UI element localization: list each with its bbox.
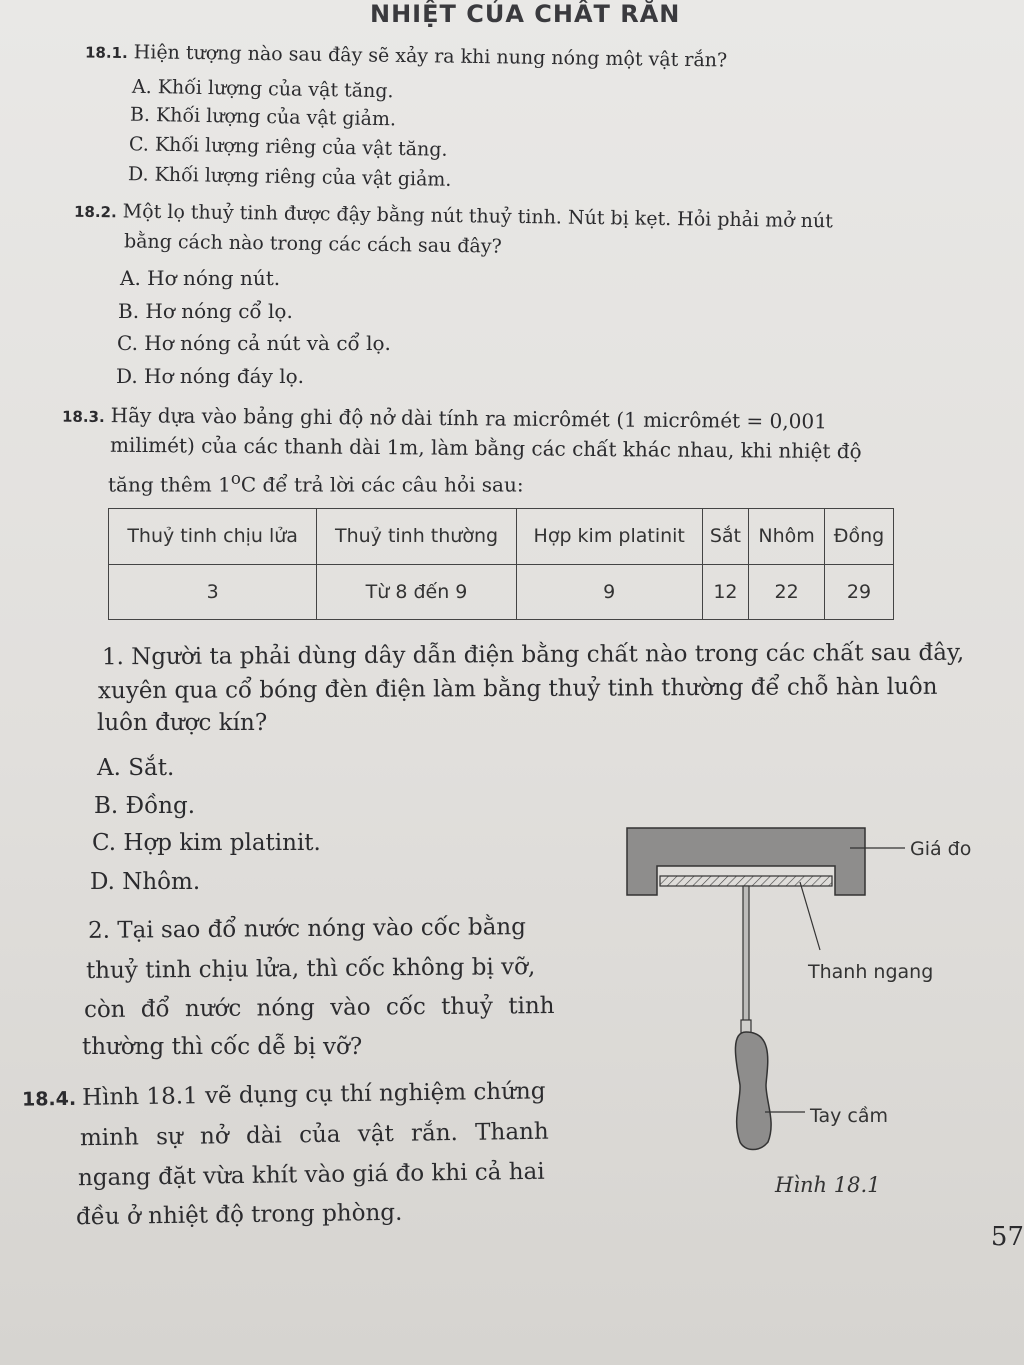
option-b: B. Khối lượng của vật giảm. [129,103,397,131]
option-d: D. Nhôm. [90,869,201,895]
question-line-1: Hãy dựa vào bảng ghi độ nở dài tính ra micrômét (1 micrômét = 0,001 [110,403,827,434]
chapter-header: NHIỆT CỦA CHẤT RẮN [370,0,681,28]
option-d: D. Khối lượng riêng của vật giảm. [127,163,452,191]
option-d: D. Hơ nóng đáy lọ. [116,364,305,388]
question-text: Hiện tượng nào sau đây sẽ xảy ra khi nung nóng một vật rắn? [133,41,728,72]
table-header-cell: Đồng [825,509,894,565]
question-number: 18.3. [61,407,105,427]
table-cell: 12 [702,564,749,620]
subquestion-2-line-2: thuỷ tinh chịu lửa, thì cốc không bị vỡ, [85,954,536,984]
question-line-1: Hình 18.1 vẽ dụng cụ thí nghiệm chứng [81,1078,546,1111]
option-b: B. Hơ nóng cổ lọ. [118,299,293,323]
text-part: tăng thêm 1 [108,472,231,497]
table-cell: 9 [516,564,702,620]
subquestion-2-line-3: còn đổ nước nóng vào cốc thuỷ tinh [83,992,555,1024]
option-c: C. Hơ nóng cả nút và cổ lọ. [117,331,391,355]
label-bar: Thanh ngang [808,961,934,983]
table-header-cell: Nhôm [749,509,825,565]
question-line-4: đều ở nhiệt độ trong phòng. [75,1199,403,1231]
table-header-cell: Thuỷ tinh chịu lửa [109,509,317,565]
figure-18-1 [600,800,1020,1220]
question-number: 18.1. [84,43,128,63]
subquestion-2-line-4: thường thì cốc dễ bị vỡ? [82,1034,363,1060]
question-line-2: bằng cách nào trong các cách sau đây? [123,230,502,258]
text-part: C để trả lời các câu hỏi sau: [240,472,524,497]
label-frame: Giá đo [910,838,972,860]
subquestion-1-line-2: xuyên qua cổ bóng đèn điện làm bằng thuỷ tinh thường để chỗ hàn luôn [97,673,938,705]
handle [735,1032,771,1150]
question-line-2: milimét) của các thanh dài 1m, làm bằng các chất khác nhau, khi nhiệt độ [109,432,862,464]
table-cell: 22 [749,564,825,620]
rod [743,886,749,1022]
table-cell: 29 [825,564,894,620]
table-cell: 3 [109,564,317,620]
table-row [109,564,894,620]
question-number: 18.4. [21,1087,77,1111]
question-18-4 [22,1072,546,1119]
subquestion-1-line-3: luôn được kín? [97,710,268,736]
horizontal-bar [660,876,832,886]
table-header-row [109,509,894,565]
option-c: C. Khối lượng riêng của vật tăng. [128,133,448,161]
question-line-3 [108,464,524,500]
question-line-1: Một lọ thuỷ tinh được đậy bằng nút thuỷ tinh. Nút bị kẹt. Hỏi phải mở nút [122,200,833,233]
question-18-1 [85,38,728,77]
subquestion-1-line-1: 1. Người ta phải dùng dây dẫn điện bằng chất nào trong các chất sau đây, [101,639,965,671]
table-header-cell: Hợp kim platinit [516,509,702,565]
option-c: C. Hợp kim platinit. [92,830,321,856]
degree-sign: o [230,469,241,488]
question-number: 18.2. [73,202,117,222]
expansion-table [108,508,894,620]
label-handle: Tay cầm [810,1105,888,1127]
question-line-2: minh sự nở dài của vật rắn. Thanh [79,1118,549,1152]
table-header-cell: Thuỷ tinh thường [317,509,517,565]
option-a: A. Khối lượng của vật tăng. [131,75,394,103]
option-a: A. Hơ nóng nút. [120,266,281,290]
subquestion-2-line-1: 2. Tại sao đổ nước nóng vào cốc bằng [87,914,527,944]
page-number: 57 [990,1222,1024,1252]
table-header-cell: Sắt [702,509,749,565]
question-line-3: ngang đặt vừa khít vào giá đo khi cả hai [77,1158,545,1192]
figure-caption: Hình 18.1 [775,1173,881,1197]
table-cell: Từ 8 đến 9 [317,564,517,620]
leader-bar [800,882,820,950]
option-a: A. Sắt. [97,755,175,781]
option-b: B. Đồng. [94,793,196,819]
